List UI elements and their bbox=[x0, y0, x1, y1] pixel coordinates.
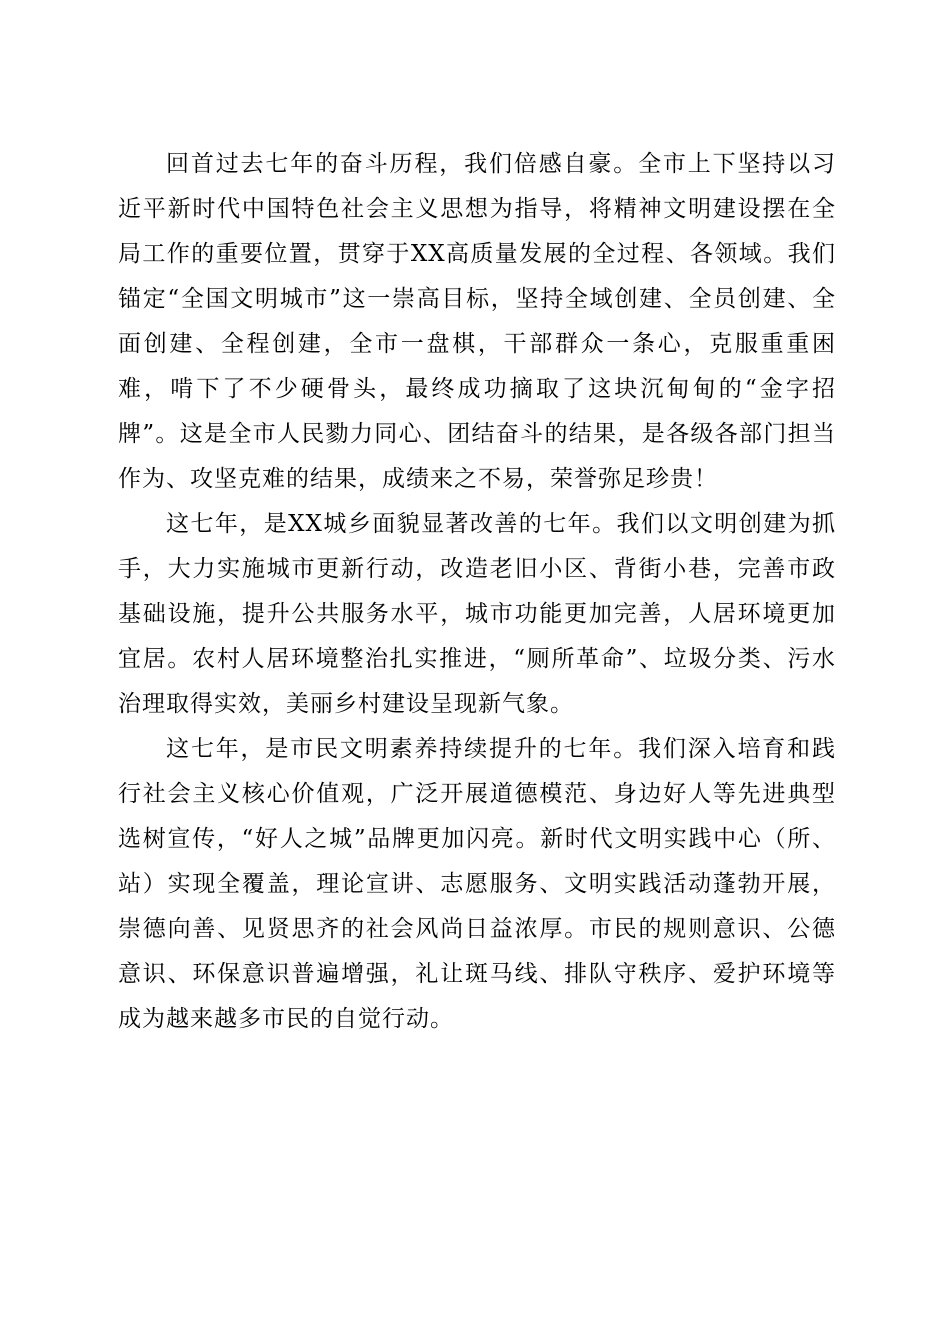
paragraph-1: 回首过去七年的奋斗历程，我们倍感自豪。全市上下坚持以习近平新时代中国特色社会主义思想为指导，将精神文明建设摆在全局工作的重要位置，贯穿于XX高质量发展的全过程、各领域。我们锚定“全国文明城市”这一崇高目标，坚持全域创建、全员创建、全面创建、全程创建，全市一盘棋，干部群众一条心，克服重重困难，啃下了不少硬骨头，最终成功摘取了这块沉甸甸的“金字招牌”。这是全市人民勠力同心、团结奋斗的结果，是各级各部门担当作为、攻坚克难的结果，成绩来之不易，荣誉弥足珍贵！ bbox=[118, 151, 836, 492]
document-body bbox=[118, 142, 836, 1042]
paragraph-2: 这七年，是XX城乡面貌显著改善的七年。我们以文明创建为抓手，大力实施城市更新行动，改造老旧小区、背街小巷，完善市政基础设施，提升公共服务水平，城市功能更加完善，人居环境更加宜居。农村人居环境整治扎实推进，“厕所革命”、垃圾分类、污水治理取得实效，美丽乡村建设呈现新气象。 bbox=[118, 511, 836, 717]
paragraph-3: 这七年，是市民文明素养持续提升的七年。我们深入培育和践行社会主义核心价值观，广泛开展道德模范、身边好人等先进典型选树宣传，“好人之城”品牌更加闪亮。新时代文明实践中心（所、站）实现全覆盖，理论宣讲、志愿服务、文明实践活动蓬勃开展，崇德向善、见贤思齐的社会风尚日益浓厚。市民的规则意识、公德意识、环保意识普遍增强，礼让斑马线、排队守秩序、爱护环境等成为越来越多市民的自觉行动。 bbox=[118, 736, 836, 1032]
